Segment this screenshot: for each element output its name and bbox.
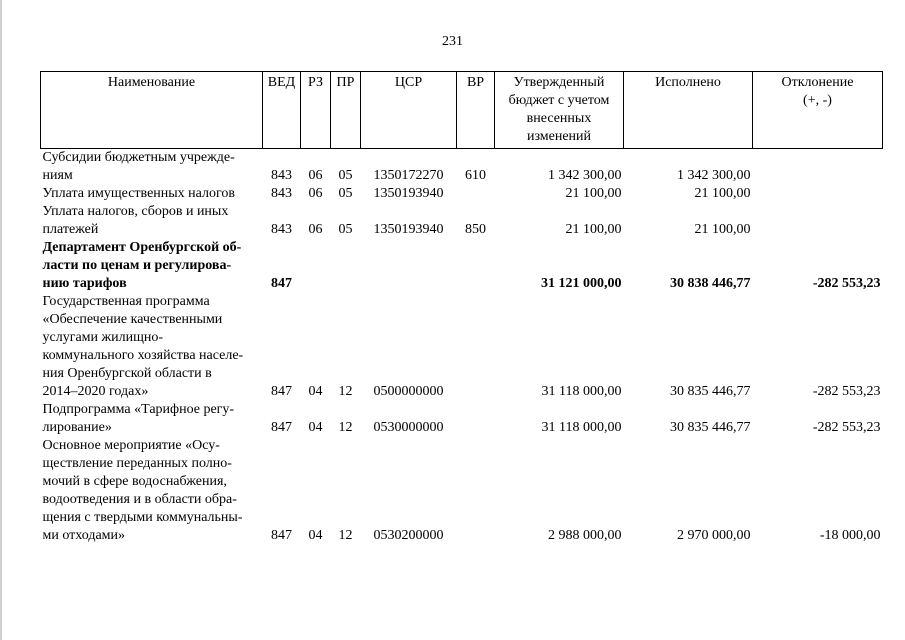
cell-executed: 30 835 446,77 xyxy=(670,420,751,435)
cell-csr: 0530200000 xyxy=(373,528,444,543)
cell-ved: 843 xyxy=(271,186,292,201)
row-name-line: щения с твердыми коммунальны- xyxy=(42,510,243,525)
cell-csr: 0530000000 xyxy=(373,420,444,435)
row-name-line: Подпрограмма «Тарифное регу- xyxy=(42,402,235,417)
cell-pr: 05 xyxy=(338,186,353,201)
row-name-line: Уплата имущественных налогов xyxy=(42,186,235,201)
row-name-line: 2014–2020 годах» xyxy=(42,384,149,399)
table-row xyxy=(41,185,883,203)
row-name-line: услугами жилищно- xyxy=(42,330,164,345)
cell-executed: 30 838 446,77 xyxy=(670,276,751,291)
cell-rz: 06 xyxy=(308,168,323,183)
table-header-row xyxy=(41,72,883,149)
row-name-line: коммунального хозяйства населе- xyxy=(42,348,244,363)
header-ved: ВЕД xyxy=(263,72,301,149)
cell-pr: 12 xyxy=(338,420,353,435)
cell-approved: 2 988 000,00 xyxy=(548,528,622,543)
budget-table xyxy=(40,71,883,545)
cell-executed: 21 100,00 xyxy=(694,222,751,237)
cell-csr: 1350193940 xyxy=(373,186,444,201)
cell-rz: 06 xyxy=(308,222,323,237)
cell-pr xyxy=(331,239,361,293)
row-name-line: Департамент Оренбургской об- xyxy=(42,240,242,255)
cell-approved: 31 118 000,00 xyxy=(541,420,622,435)
cell-deviation: -18 000,00 xyxy=(819,528,881,543)
cell-vr: 850 xyxy=(465,222,486,237)
row-name xyxy=(41,203,263,239)
table-row xyxy=(41,293,883,401)
cell-vr xyxy=(457,185,495,203)
cell-deviation: -282 553,23 xyxy=(812,384,881,399)
row-name xyxy=(41,185,263,203)
cell-deviation: -282 553,23 xyxy=(812,276,881,291)
header-deviation-line: (+, -) xyxy=(803,93,832,108)
row-name-line: ществление переданных полно- xyxy=(42,456,232,471)
table-row xyxy=(41,203,883,239)
scan-edge xyxy=(0,0,2,640)
row-name-line: нию тарифов xyxy=(42,276,127,291)
row-name-line: Основное мероприятие «Осу- xyxy=(42,438,220,453)
cell-deviation: -282 553,23 xyxy=(812,420,881,435)
cell-pr: 12 xyxy=(338,384,353,399)
row-name-line: Уплата налогов, сборов и иных xyxy=(42,204,229,219)
cell-approved: 21 100,00 xyxy=(565,186,622,201)
cell-executed: 21 100,00 xyxy=(694,186,751,201)
row-name-line: Государственная программа xyxy=(42,294,210,309)
header-vr: ВР xyxy=(457,72,495,149)
cell-approved: 21 100,00 xyxy=(565,222,622,237)
header-approved-line: изменений xyxy=(526,129,592,144)
cell-ved: 843 xyxy=(271,168,292,183)
table-row xyxy=(41,401,883,437)
cell-csr: 0500000000 xyxy=(373,384,444,399)
cell-vr xyxy=(457,401,495,437)
cell-pr: 12 xyxy=(338,528,353,543)
header-approved-line: внесенных xyxy=(526,111,592,126)
table-body xyxy=(41,149,883,546)
header-approved xyxy=(495,72,624,149)
row-name xyxy=(41,239,263,293)
table-row xyxy=(41,239,883,293)
header-rz: РЗ xyxy=(301,72,331,149)
row-name-line: водоотведения и в области обра- xyxy=(42,492,237,507)
cell-deviation xyxy=(753,203,883,239)
cell-deviation xyxy=(753,149,883,186)
row-name-line: Субсидии бюджетным учрежде- xyxy=(42,150,235,165)
cell-csr xyxy=(361,239,457,293)
row-name-line: мочий в сфере водоснабжения, xyxy=(42,474,227,489)
table-row xyxy=(41,149,883,186)
row-name xyxy=(41,437,263,545)
row-name-line: платежей xyxy=(42,222,99,237)
row-name-line: лирование» xyxy=(42,420,112,435)
cell-csr: 1350172270 xyxy=(373,168,444,183)
cell-vr xyxy=(457,239,495,293)
cell-vr xyxy=(457,293,495,401)
header-executed: Исполнено xyxy=(624,72,753,149)
cell-rz: 04 xyxy=(308,384,323,399)
header-name: Наименование xyxy=(41,72,263,149)
cell-executed: 30 835 446,77 xyxy=(670,384,751,399)
cell-ved: 847 xyxy=(271,420,292,435)
cell-rz: 04 xyxy=(308,420,323,435)
row-name xyxy=(41,293,263,401)
cell-approved: 1 342 300,00 xyxy=(548,168,622,183)
cell-ved: 847 xyxy=(271,276,292,291)
row-name-line: ми отходами» xyxy=(42,528,126,543)
cell-approved: 31 121 000,00 xyxy=(541,276,622,291)
row-name-line: ласти по ценам и регулирова- xyxy=(42,258,232,273)
cell-vr: 610 xyxy=(465,168,486,183)
cell-pr: 05 xyxy=(338,222,353,237)
cell-executed: 1 342 300,00 xyxy=(677,168,751,183)
header-pr: ПР xyxy=(331,72,361,149)
row-name-line: ния Оренбургской области в xyxy=(42,366,212,381)
cell-rz xyxy=(301,239,331,293)
cell-rz: 06 xyxy=(308,186,323,201)
cell-vr xyxy=(457,437,495,545)
page-number: 231 xyxy=(442,34,463,49)
header-approved-line: бюджет с учетом xyxy=(508,93,610,108)
cell-ved: 843 xyxy=(271,222,292,237)
header-deviation-line: Отклонение xyxy=(781,75,854,90)
cell-ved: 847 xyxy=(271,528,292,543)
row-name-line: ниям xyxy=(42,168,73,183)
row-name xyxy=(41,401,263,437)
cell-approved: 31 118 000,00 xyxy=(541,384,622,399)
cell-ved: 847 xyxy=(271,384,292,399)
header-deviation xyxy=(753,72,883,149)
header-csr: ЦСР xyxy=(361,72,457,149)
cell-pr: 05 xyxy=(338,168,353,183)
cell-deviation xyxy=(753,185,883,203)
cell-executed: 2 970 000,00 xyxy=(677,528,751,543)
cell-csr: 1350193940 xyxy=(373,222,444,237)
row-name xyxy=(41,149,263,186)
table-row xyxy=(41,437,883,545)
cell-rz: 04 xyxy=(308,528,323,543)
row-name-line: «Обеспечение качественными xyxy=(42,312,223,327)
header-approved-line: Утвержденный xyxy=(513,75,605,90)
